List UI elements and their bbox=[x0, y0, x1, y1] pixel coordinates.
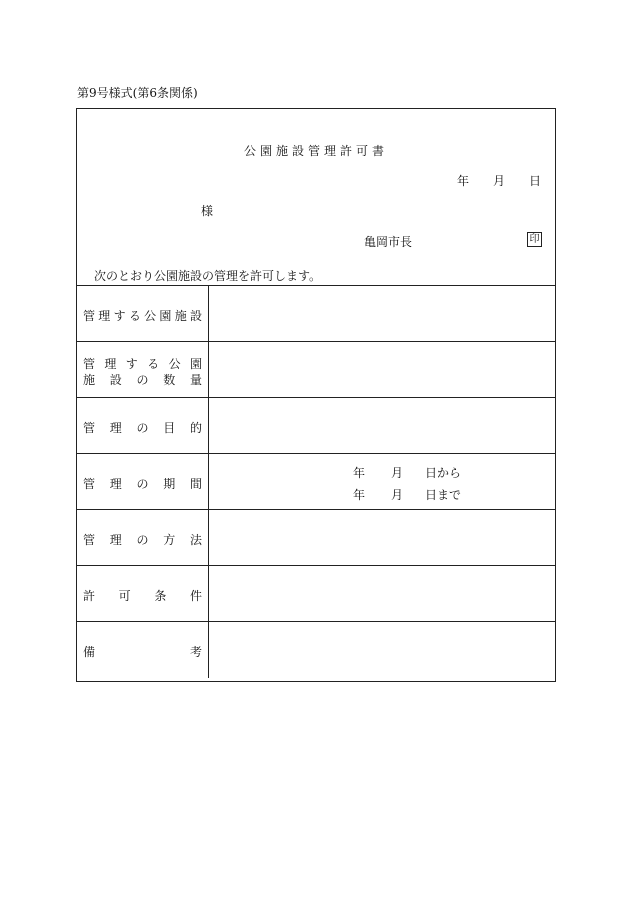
value-quantity bbox=[209, 342, 555, 397]
label-char: る bbox=[128, 309, 141, 323]
document-title: 公園施設管理許可書 bbox=[243, 144, 388, 158]
label-char: 園 bbox=[159, 309, 172, 323]
label-char: 管 bbox=[83, 477, 96, 491]
label-char: 考 bbox=[189, 645, 202, 659]
label-char: の bbox=[136, 421, 149, 435]
label-char: す bbox=[125, 357, 138, 371]
issuer-name: 亀岡市長 bbox=[364, 235, 413, 249]
row-conditions bbox=[77, 566, 555, 622]
period-from-year: 年 bbox=[353, 466, 366, 480]
label-char: の bbox=[136, 533, 149, 547]
label-char: 方 bbox=[163, 533, 176, 547]
value-purpose bbox=[209, 398, 555, 453]
label-char: す bbox=[113, 309, 126, 323]
label-char: 目 bbox=[163, 421, 176, 435]
label-char: 的 bbox=[189, 421, 202, 435]
label-line bbox=[83, 475, 202, 492]
label-char: 公 bbox=[168, 357, 181, 371]
label-char: 設 bbox=[109, 373, 122, 387]
label-line bbox=[83, 643, 202, 660]
label-char: 施 bbox=[83, 373, 96, 387]
value-facility bbox=[209, 286, 555, 341]
row-facility bbox=[77, 286, 555, 342]
label-line bbox=[83, 531, 202, 548]
label-char: 理 bbox=[109, 421, 122, 435]
label-char: 件 bbox=[189, 589, 202, 603]
label-char: 園 bbox=[189, 357, 202, 371]
label-char: 公 bbox=[144, 309, 157, 323]
label-period bbox=[77, 454, 209, 509]
label-char: 理 bbox=[104, 357, 117, 371]
row-remarks bbox=[77, 622, 555, 678]
label-line bbox=[83, 355, 202, 372]
label-char: 量 bbox=[189, 373, 202, 387]
period-to-month: 月 bbox=[391, 488, 404, 502]
label-line bbox=[83, 587, 202, 604]
label-char: 期 bbox=[163, 477, 176, 491]
label-char: 管 bbox=[83, 357, 96, 371]
label-char: 管 bbox=[83, 309, 96, 323]
label-facility bbox=[77, 286, 209, 341]
issue-date-year: 年 bbox=[457, 174, 470, 188]
permit-form bbox=[76, 108, 556, 682]
label-char: 法 bbox=[189, 533, 202, 547]
label-char: 備 bbox=[83, 645, 96, 659]
label-char: 管 bbox=[83, 421, 96, 435]
label-char: る bbox=[147, 357, 160, 371]
label-char: 間 bbox=[189, 477, 202, 491]
label-char: 管 bbox=[83, 533, 96, 547]
label-line bbox=[83, 419, 202, 436]
label-char: 条 bbox=[154, 589, 167, 603]
issue-date-day: 日 bbox=[529, 174, 542, 188]
addressee-suffix: 様 bbox=[201, 204, 214, 218]
label-char: の bbox=[136, 477, 149, 491]
period-from-day: 日から bbox=[425, 466, 462, 480]
intro-text: 次のとおり公園施設の管理を許可します。 bbox=[94, 269, 322, 283]
value-conditions bbox=[209, 566, 555, 621]
label-char: の bbox=[136, 373, 149, 387]
period-from-month: 月 bbox=[391, 466, 404, 480]
row-purpose bbox=[77, 398, 555, 454]
label-char: 理 bbox=[98, 309, 111, 323]
form-number: 第9号様式(第6条関係) bbox=[77, 86, 198, 100]
label-char: 可 bbox=[118, 589, 131, 603]
period-to-day: 日まで bbox=[425, 488, 462, 502]
label-char: 施 bbox=[174, 309, 187, 323]
label-purpose bbox=[77, 398, 209, 453]
label-char: 許 bbox=[83, 589, 96, 603]
period-to-year: 年 bbox=[353, 488, 366, 502]
label-line bbox=[83, 371, 202, 388]
label-quantity bbox=[77, 342, 209, 397]
value-remarks bbox=[209, 622, 555, 678]
value-method bbox=[209, 510, 555, 565]
label-method bbox=[77, 510, 209, 565]
label-line bbox=[83, 307, 202, 324]
label-char: 数 bbox=[163, 373, 176, 387]
row-method bbox=[77, 510, 555, 566]
row-period bbox=[77, 454, 555, 510]
label-char: 理 bbox=[109, 477, 122, 491]
label-remarks bbox=[77, 622, 209, 678]
value-period bbox=[209, 454, 555, 509]
row-quantity bbox=[77, 342, 555, 398]
issue-date-month: 月 bbox=[493, 174, 506, 188]
label-char: 理 bbox=[109, 533, 122, 547]
permit-table bbox=[77, 285, 555, 678]
seal-mark: 印 bbox=[527, 232, 542, 247]
label-char: 設 bbox=[189, 309, 202, 323]
label-conditions bbox=[77, 566, 209, 621]
